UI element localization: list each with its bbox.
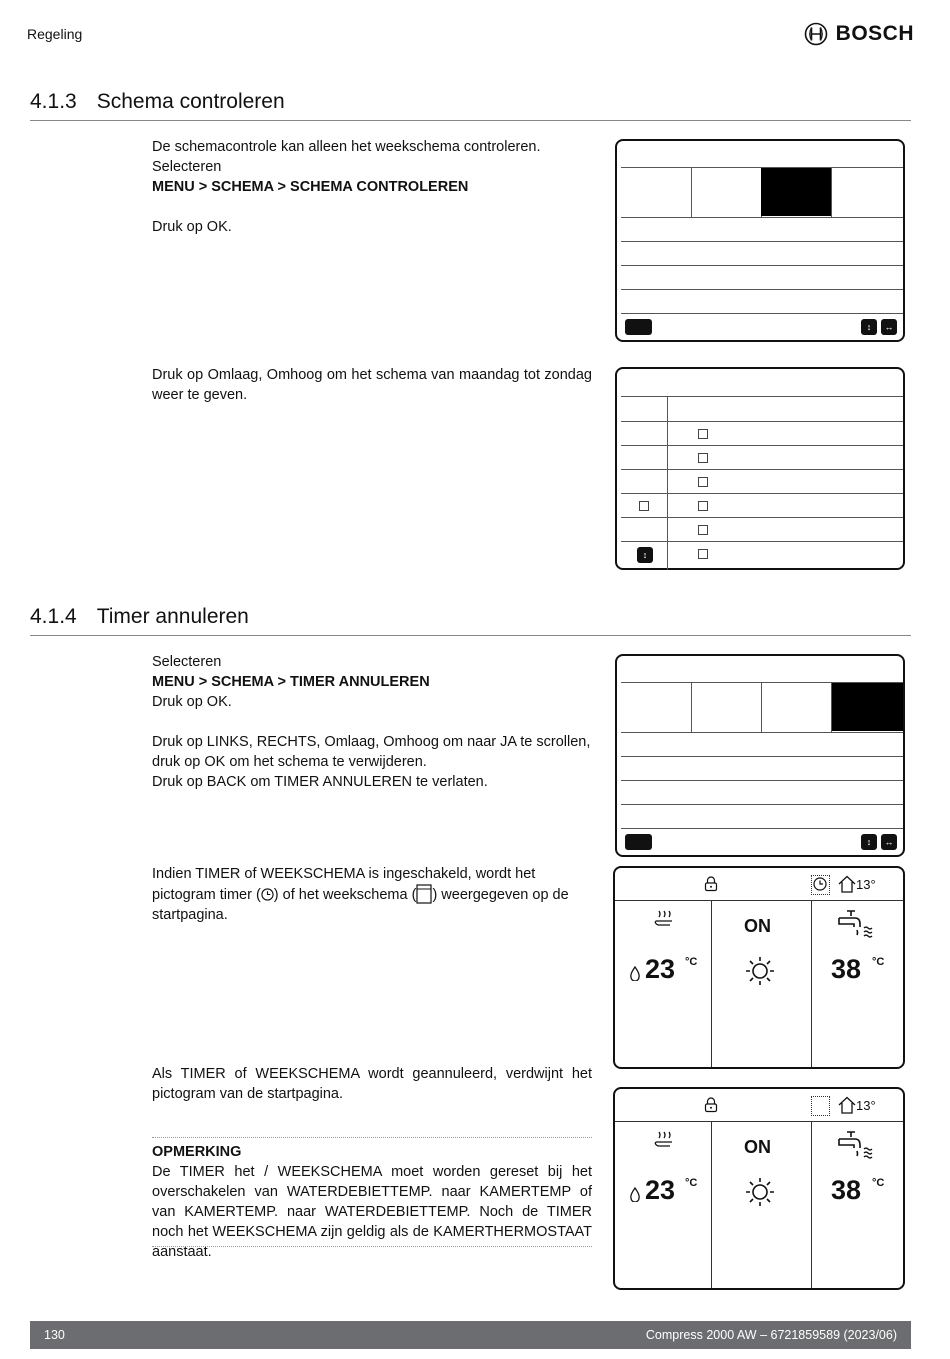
page-number: 130 (44, 1328, 65, 1342)
section-number: 4.1.4 (30, 605, 77, 628)
outdoor-temp: 13° (856, 877, 876, 892)
display-week-schedule (615, 367, 905, 570)
brand (804, 22, 914, 46)
outdoor-temp: 13° (856, 1098, 876, 1113)
paragraph-part: Indien TIMER of WEEKSCHEMA is ingeschakeld, wordt het pictogram timer ( (152, 866, 536, 903)
tap-icon (833, 908, 877, 942)
sun-icon (744, 1176, 776, 1208)
paragraph: Druk op LINKS, RECHTS, Omlaag, Omhoog om naar JA te scrollen, druk op OK om het schema te verwijderen. (152, 734, 591, 770)
document-id: Compress 2000 AW – 6721859589 (2023/06) (645, 1328, 897, 1342)
paragraph-part: ) weergegeven op de startpagina. (152, 887, 569, 923)
heating-icon (653, 1130, 675, 1152)
droplet-icon (629, 965, 641, 981)
note-divider-bottom (152, 1246, 592, 1247)
note-title: OPMERKING (152, 1144, 242, 1160)
brand-name: BOSCH (835, 22, 914, 45)
checkbox-icon (698, 525, 708, 535)
week-schedule-icon (416, 884, 432, 904)
water-temp-unit: °C (872, 956, 885, 968)
room-temp: 23 (645, 1175, 676, 1205)
room-temp-unit: °C (685, 1177, 698, 1189)
checkbox-icon (639, 501, 649, 511)
timer-icon-instructions (152, 864, 592, 925)
status-on: ON (744, 916, 771, 936)
schedule-check-instructions (152, 137, 592, 237)
checkbox-icon (698, 549, 708, 559)
clock-icon (261, 888, 274, 901)
sun-icon (744, 955, 776, 987)
empty-icon-frame (811, 1096, 830, 1116)
paragraph: Druk op Omlaag, Omhoog om het schema van maandag tot zondag weer te geven. (152, 367, 592, 403)
section-number: 4.1.3 (30, 90, 77, 113)
section-heading (30, 605, 249, 629)
section-heading (30, 90, 285, 114)
note-body: De TIMER het / WEEKSCHEMA moet worden gereset bij het overschakelen van WATERDEBIETTEMP. naar KAMERTEMP of van KAMERTEMP. naar WATERDEBIETTEMP. Noch de TIMER noch het WEEKSCHEMA zijn geldig als de KAMERTHERMOSTAAT aanstaat. (152, 1164, 592, 1260)
room-temp: 23 (645, 954, 676, 984)
display-schedule-menu (615, 139, 905, 342)
paragraph: Druk op BACK om TIMER ANNULEREN te verlaten. (152, 774, 488, 790)
paragraph: De schemacontrole kan alleen het weekschema controleren. (152, 139, 541, 155)
bosch-logo-icon (804, 22, 828, 46)
back-button (625, 834, 652, 850)
paragraph: Als TIMER of WEEKSCHEMA wordt geannuleerd, verdwijnt het pictogram van de startpagina. (152, 1066, 592, 1102)
up-down-arrow-icon: ↕ (861, 834, 877, 850)
section-divider (30, 120, 911, 121)
note (152, 1142, 592, 1262)
page-section-label: Regeling (27, 26, 83, 42)
lock-icon (704, 1097, 718, 1113)
left-right-arrow-icon: ↔ (881, 834, 897, 850)
paragraph: Druk op OK. (152, 219, 232, 235)
house-icon (837, 875, 857, 893)
room-temp-unit: °C (685, 956, 698, 968)
droplet-icon (629, 1186, 641, 1202)
left-right-arrow-icon: ↔ (881, 319, 897, 335)
schedule-scroll-instructions (152, 365, 592, 405)
paragraph: Druk op OK. (152, 694, 232, 710)
checkbox-icon (698, 453, 708, 463)
tap-icon (833, 1129, 877, 1163)
paragraph: Selecteren (152, 159, 222, 175)
paragraph (152, 864, 592, 925)
up-down-arrow-icon: ↕ (637, 547, 653, 563)
timer-cancel-instructions (152, 652, 592, 792)
display-timer-cancel (615, 654, 905, 857)
status-on: ON (744, 1137, 771, 1157)
selected-tab (832, 683, 903, 731)
home-screen-timer-active (613, 866, 905, 1069)
heating-icon (653, 909, 675, 931)
section-divider (30, 635, 911, 636)
home-screen-timer-cancelled (613, 1087, 905, 1290)
water-temp: 38 (831, 1175, 862, 1205)
water-temp-unit: °C (872, 1177, 885, 1189)
paragraph-part: ) of het weekschema ( (273, 887, 417, 903)
page-footer (30, 1321, 911, 1349)
up-down-arrow-icon: ↕ (861, 319, 877, 335)
checkbox-icon (698, 501, 708, 511)
back-button (625, 319, 652, 335)
menu-path: MENU > SCHEMA > TIMER ANNULEREN (152, 674, 430, 690)
lock-icon (704, 876, 718, 892)
checkbox-icon (698, 477, 708, 487)
selected-tab (761, 168, 831, 216)
section-title: Timer annuleren (96, 605, 249, 628)
clock-icon (813, 877, 827, 891)
paragraph: Selecteren (152, 654, 222, 670)
timer-cancel-result (152, 1064, 592, 1104)
water-temp: 38 (831, 954, 862, 984)
section-title: Schema controleren (96, 90, 285, 113)
menu-path: MENU > SCHEMA > SCHEMA CONTROLEREN (152, 179, 469, 195)
house-icon (837, 1096, 857, 1114)
note-divider-top (152, 1137, 592, 1138)
checkbox-icon (698, 429, 708, 439)
